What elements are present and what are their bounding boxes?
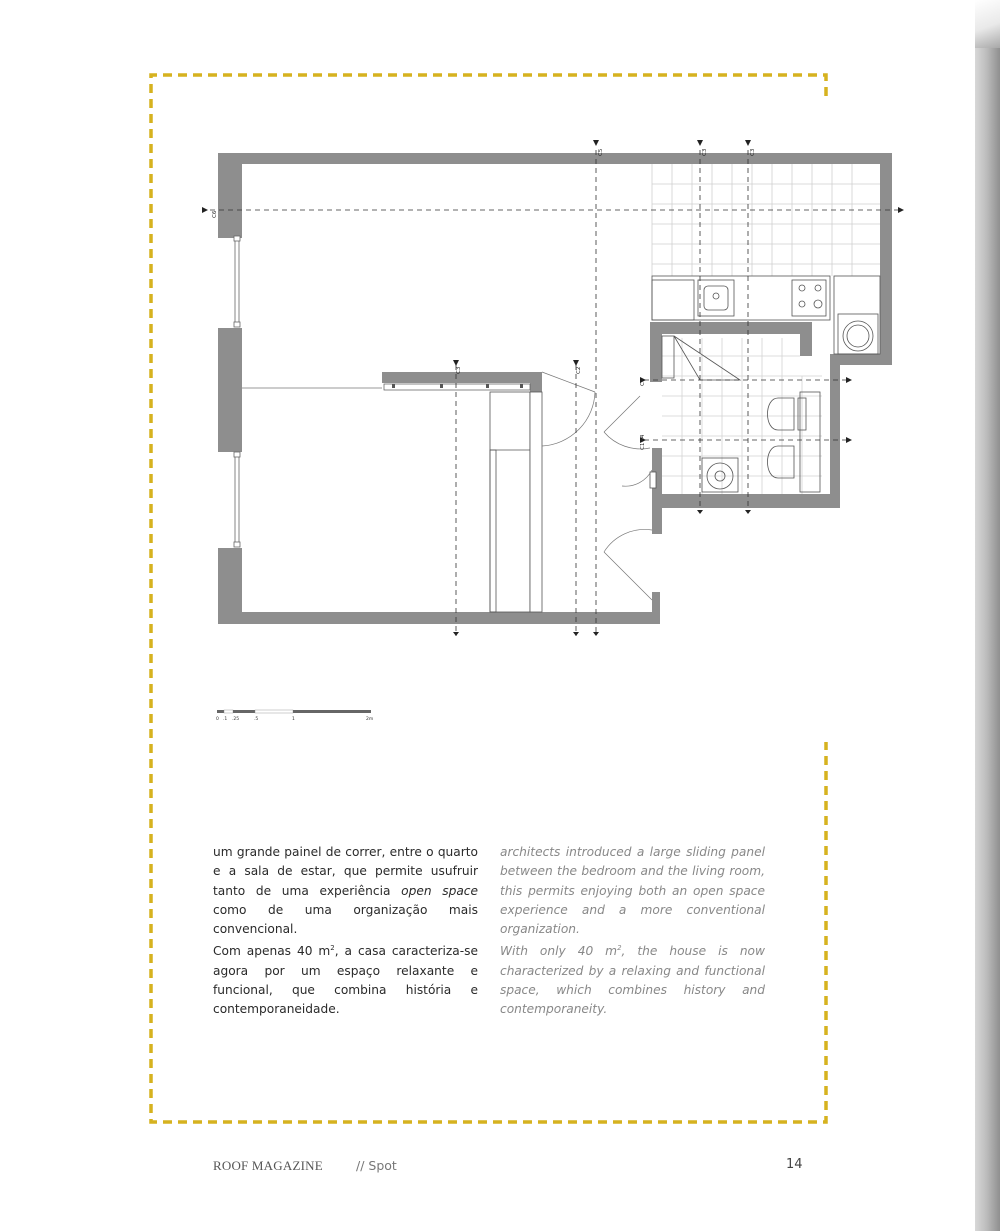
- section-label: C3: [456, 366, 462, 374]
- emphasis: open space: [401, 883, 478, 898]
- section-label: C4: [640, 434, 646, 442]
- article-text-portuguese: [213, 843, 478, 1020]
- kitchen-tiles: [652, 164, 880, 276]
- doors: [542, 372, 652, 600]
- article-text-english: [500, 843, 765, 1020]
- paragraph: With only 40 $m^2$, the house is now characterized by a relaxing and functional space, which combines history and contemporaneity.: [500, 944, 765, 1017]
- paragraph: Com apenas 40 $m^2$, a casa caracteriza-se agora por um espaço relaxante e funcional, que combina história e contemporaneidade.: [213, 944, 478, 1017]
- section-lines: [210, 150, 902, 636]
- scale-bar: [216, 710, 373, 722]
- section-label: C1: [640, 442, 646, 450]
- section-label: C3: [702, 148, 708, 156]
- section-label: C3: [750, 148, 756, 156]
- wardrobe: [490, 392, 542, 612]
- section-label: C7: [640, 378, 646, 386]
- bathroom: [650, 336, 820, 492]
- scale-tick: 1: [292, 717, 295, 722]
- paragraph: um grande painel de correr, entre o quarto e a sala de estar, que permite usufruir tanto de uma experiência open space como de uma organização mais convencional.: [213, 845, 478, 937]
- section-label: C2: [576, 366, 582, 374]
- scale-tick: 0: [216, 717, 219, 722]
- scale-tick: .25: [232, 717, 240, 722]
- scale-tick: .1: [223, 717, 228, 722]
- kitchen: [652, 276, 880, 354]
- footer-section: // Spot: [356, 1158, 397, 1173]
- footer-magazine-name: ROOF MAGAZINE: [213, 1158, 323, 1173]
- page-number: 14: [786, 1157, 803, 1172]
- scale-tick: .5: [254, 717, 259, 722]
- section-label: C6: [212, 210, 218, 218]
- section-label: C5: [598, 148, 604, 156]
- scale-tick: 2m: [366, 717, 374, 722]
- floor-plan: [190, 130, 920, 730]
- paragraph: architects introduced a large sliding panel between the bedroom and the living room, this permits enjoying both an open space experience and a more conventional organization.: [500, 845, 765, 937]
